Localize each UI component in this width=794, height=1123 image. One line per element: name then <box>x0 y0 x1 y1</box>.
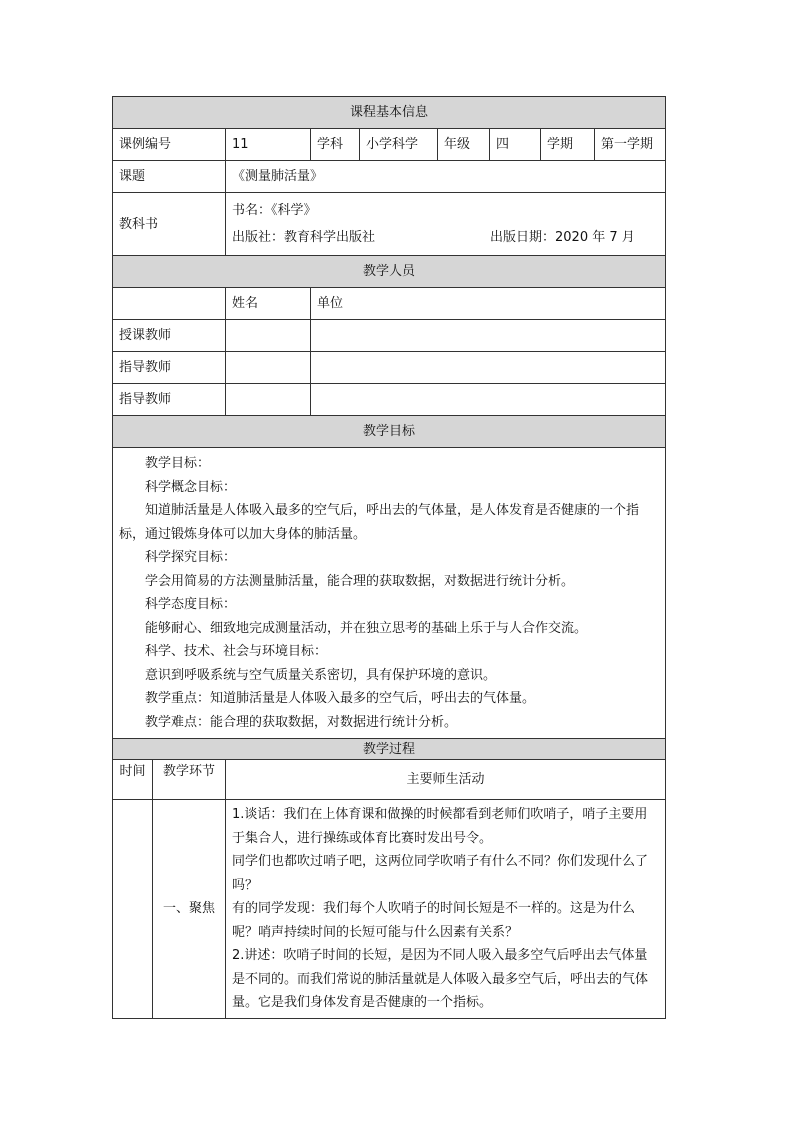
case-no-label: 课例编号 <box>113 129 226 161</box>
topic-label: 课题 <box>113 161 226 193</box>
topic-value: 《测量肺活量》 <box>226 161 666 193</box>
staff-unit-cell <box>311 320 666 352</box>
difficulty: 教学难点：能合理的获取数据，对数据进行统计分析。 <box>145 714 458 730</box>
concept-goal-title: 科学概念目标： <box>145 479 237 495</box>
staff-unit-cell <box>311 384 666 416</box>
staff-name-cell <box>226 320 311 352</box>
process-head-activity: 主要师生活动 <box>226 760 666 800</box>
subject-value: 小学科学 <box>360 129 438 161</box>
key-point: 教学重点：知道肺活量是人体吸入最多的空气后，呼出去的气体量。 <box>145 691 536 706</box>
activity-paragraph: 2.讲述：吹哨子时间的长短，是因为不同人吸入最多空气后呼出去气体量是不同的。而我们常说的肺活量就是人体吸入最多空气后，呼出去的气体量。它是我们身体发育是否健康的一个指标。 <box>232 948 649 1010</box>
staff-role-lecturer: 授课教师 <box>113 320 226 352</box>
staff-role-advisor: 指导教师 <box>113 384 226 416</box>
lesson-plan <box>112 96 665 1019</box>
process-activity <box>226 800 666 1019</box>
process-stage-focus: 一、聚焦 <box>153 800 226 1019</box>
attitude-goal-title: 科学态度目标： <box>145 597 237 612</box>
process-table <box>112 738 666 1019</box>
term-label: 学期 <box>541 129 595 161</box>
staff-unit-cell <box>311 352 666 384</box>
staff-head-empty <box>113 288 226 320</box>
section-process: 教学过程 <box>113 739 666 760</box>
basic-info-row <box>113 129 666 161</box>
textbook-info <box>226 193 666 256</box>
goals-body <box>113 448 666 739</box>
grade-label: 年级 <box>438 129 490 161</box>
process-head-time: 时间 <box>113 760 153 800</box>
subject-label: 学科 <box>311 129 360 161</box>
case-no-value: 11 <box>226 129 311 161</box>
sts-goal-title: 科学、技术、社会与环境目标： <box>145 644 328 659</box>
book-name: 书名：《科学》 <box>232 203 317 218</box>
section-staff: 教学人员 <box>113 256 666 288</box>
grade-value: 四 <box>490 129 541 161</box>
process-time-cell <box>113 800 153 1019</box>
activity-paragraph: 有的同学发现：我们每个人吹哨子的时间长短是不一样的。这是为什么呢？哨声持续时间的长短可能与什么因素有关系？ <box>232 901 636 940</box>
staff-name-cell <box>226 352 311 384</box>
inquiry-goal-text: 学会用简易的方法测量肺活量，能合理的获取数据，对数据进行统计分析。 <box>145 573 575 589</box>
activity-paragraph: 1.谈话：我们在上体育课和做操的时候都看到老师们吹哨子，哨子主要用于集合人，进行操练或体育比赛时发出号令。 <box>232 807 648 846</box>
attitude-goal-text: 能够耐心、细致地完成测量活动，并在独立思考的基础上乐于与人合作交流。 <box>145 620 588 636</box>
process-head-stage: 教学环节 <box>153 760 226 800</box>
activity-paragraph: 同学们也都吹过哨子吧，这两位同学吹哨子有什么不同？你们发现什么了吗？ <box>232 854 649 893</box>
concept-goal-text: 知道肺活量是人体吸入最多的空气后，呼出去的气体量，是人体发育是否健康的一个指标，通过锻炼身体可以加大身体的肺活量。 <box>119 503 640 542</box>
staff-head-unit: 单位 <box>311 288 666 320</box>
staff-head-name: 姓名 <box>226 288 311 320</box>
publish-date: 出版日期：2020 年 7 月 <box>490 230 635 245</box>
section-basic-info: 课程基本信息 <box>113 97 666 129</box>
textbook-label: 教科书 <box>113 193 226 256</box>
sts-goal-text: 意识到呼吸系统与空气质量关系密切，具有保护环境的意识。 <box>145 667 497 683</box>
staff-name-cell <box>226 384 311 416</box>
publish-line <box>232 224 659 251</box>
section-goals: 教学目标 <box>113 416 666 448</box>
publisher: 出版社：教育科学出版社 <box>232 230 376 245</box>
term-value: 第一学期 <box>595 129 666 161</box>
lesson-table <box>112 96 666 739</box>
staff-role-advisor: 指导教师 <box>113 352 226 384</box>
goals-title: 教学目标： <box>145 456 211 471</box>
inquiry-goal-title: 科学探究目标： <box>145 550 237 565</box>
